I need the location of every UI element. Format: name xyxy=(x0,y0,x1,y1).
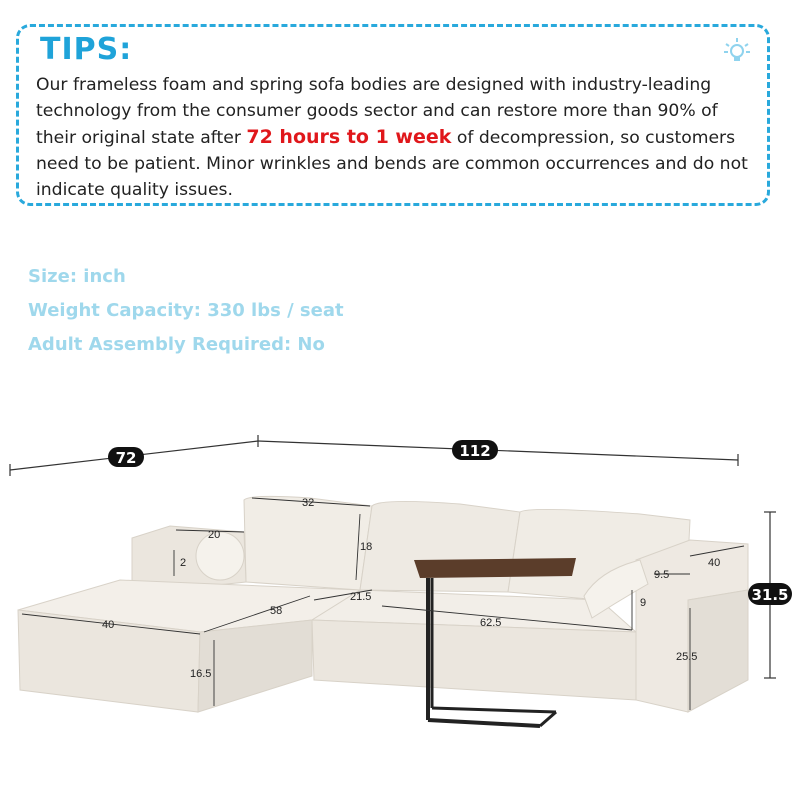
arm-depth-label: 40 xyxy=(708,557,721,569)
seat-depth-label: 21.5 xyxy=(350,591,372,603)
back-height-label: 18 xyxy=(360,541,373,553)
height-label xyxy=(748,583,792,605)
sofa xyxy=(18,496,748,712)
arm-width-label: 9.5 xyxy=(654,569,670,581)
seat-width-label: 62.5 xyxy=(480,617,502,629)
back-cushion-label: 32 xyxy=(302,497,315,509)
total-depth-label xyxy=(108,447,144,467)
total-width-value: 112 xyxy=(459,442,491,460)
total-width-label xyxy=(452,440,498,460)
tips-highlight: 72 hours to 1 week xyxy=(246,126,452,148)
tips-text-part: Our frameless foam and spring sofa bodies are designed with industry-leading technology from the consumer goods sector and can restore more than 90% of their original state after xyxy=(36,75,718,148)
arm-total-height-label: 25.5 xyxy=(676,651,698,663)
spec-weight: Weight Capacity: 330 lbs / seat xyxy=(28,300,344,321)
seat-height-label: 16.5 xyxy=(190,668,212,680)
tips-text-part: of decompression, so customers need to be patient. Minor wrinkles and bends are common occurrences and do not indicate quality issues. xyxy=(36,128,748,200)
spec-size: Size: inch xyxy=(28,266,126,287)
sofa-diagram xyxy=(0,400,800,800)
chaise-length-label: 58 xyxy=(270,605,283,617)
chaise-width-label: 40 xyxy=(102,619,115,631)
tips-text xyxy=(36,72,760,203)
arm-height-label: 9 xyxy=(640,597,647,609)
lightbulb-icon xyxy=(722,36,752,66)
tips-title: TIPS: xyxy=(40,32,133,67)
height-value: 31.5 xyxy=(751,586,789,604)
spec-assembly: Adult Assembly Required: No xyxy=(28,334,325,355)
pillow-width-label: 20 xyxy=(208,529,221,541)
pillow-height-label: 2 xyxy=(180,557,187,569)
total-depth-value: 72 xyxy=(115,449,137,467)
